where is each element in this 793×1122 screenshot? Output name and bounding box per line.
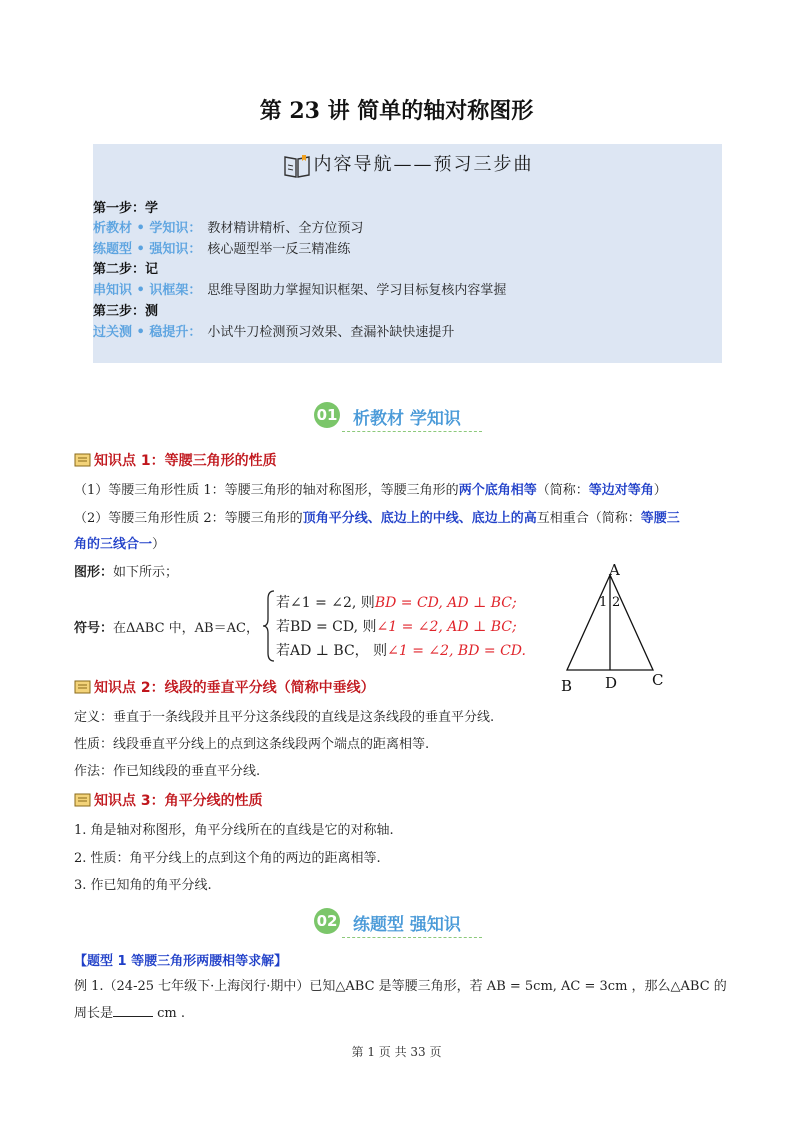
brace [262, 589, 276, 663]
step2-title: 第二步：记 [93, 262, 159, 277]
kp3-title: 知识点 3：角平分线的性质 [74, 791, 263, 811]
page-footer: 第 1 页 共 33 页 [351, 1045, 442, 1059]
example1-line2: 周长是 cm . [74, 1006, 186, 1021]
section1-underline [342, 431, 482, 432]
case-row-1: 若∠1 = ∠2, 则BD = CD, AD ⊥ BC; [276, 595, 517, 611]
kp1-line1: （1）等腰三角形性质 1：等腰三角形的轴对称图形，等腰三角形的两个底角相等（简称：等边对等角） [74, 483, 667, 498]
step1-item2: 练题型 • 强知识： 核心题型举一反三精准练 [93, 242, 351, 257]
section2-underline [342, 937, 482, 938]
case-row-3: 若AD ⊥ BC， 则∠1 = ∠2, BD = CD. [276, 643, 526, 659]
page-title: 第 23 讲 简单的轴对称图形 [259, 98, 534, 124]
vertex-c-label: C [652, 671, 664, 689]
vertex-a-label: A [609, 561, 620, 579]
step3-item1: 过关测 • 稳提升： 小试牛刀检测预习效果、查漏补缺快速提升 [93, 325, 455, 340]
vertex-b-label: B [561, 677, 573, 695]
nav-header-text: 内容导航——预习三步曲 [313, 154, 534, 175]
kp1-line2: （2）等腰三角形性质 2：等腰三角形的顶角平分线、底边上的中线、底边上的高互相重合（简称：等腰三 [74, 511, 680, 526]
notebook-icon [74, 680, 91, 694]
kp2-line2: 性质：线段垂直平分线上的点到这条线段两个端点的距离相等. [74, 737, 430, 752]
kp1-symbol: 符号：在ΔABC 中，AB＝AC， [74, 621, 259, 636]
kp2-line1: 定义：垂直于一条线段并且平分这条线段的直线是这条线段的垂直平分线. [74, 710, 495, 725]
case-row-2: 若BD = CD, 则∠1 = ∠2, AD ⊥ BC; [276, 619, 517, 635]
notebook-icon [74, 793, 91, 807]
kp3-line3: 3. 作已知角的角平分线. [74, 878, 212, 893]
step3-title: 第三步：测 [93, 304, 159, 319]
notebook-icon [74, 453, 91, 467]
section1-title: 析教材 学知识 [353, 409, 461, 429]
angle1-label: 1 [599, 595, 608, 610]
section2-badge: 02 [314, 908, 340, 934]
book-icon [282, 151, 312, 179]
kp1-figure: 图形：如下所示； [74, 565, 179, 580]
nav-header [93, 150, 722, 179]
kp1-line3: 角的三线合一） [74, 537, 166, 552]
step2-item1: 串知识 • 识框架： 思维导图助力掌握知识框架、学习目标复核内容掌握 [93, 283, 507, 298]
vertex-d-label: D [605, 674, 618, 692]
kp2-title: 知识点 2：线段的垂直平分线（简称中垂线） [74, 678, 375, 698]
kp3-line2: 2. 性质：角平分线上的点到这个角的两边的距离相等. [74, 851, 381, 866]
kp3-line1: 1. 角是轴对称图形，角平分线所在的直线是它的对称轴. [74, 823, 394, 838]
angle2-label: 2 [612, 595, 621, 610]
section2-title: 练题型 强知识 [353, 915, 461, 935]
step1-title: 第一步：学 [93, 201, 159, 216]
kp1-title: 知识点 1：等腰三角形的性质 [74, 451, 277, 471]
step1-item1: 析教材 • 学知识： 教材精讲精析、全方位预习 [93, 221, 364, 236]
section1-badge: 01 [314, 402, 340, 428]
kp2-line3: 作法：作已知线段的垂直平分线. [74, 764, 261, 779]
type1-title: 【题型 1 等腰三角形两腰相等求解】 [74, 954, 288, 969]
answer-blank[interactable] [113, 1004, 153, 1017]
example1-line1: 例 1.（24-25 七年级下·上海闵行·期中）已知△ABC 是等腰三角形，若 AB = 5cm, AC = 3cm ，那么△ABC 的 [74, 979, 727, 994]
